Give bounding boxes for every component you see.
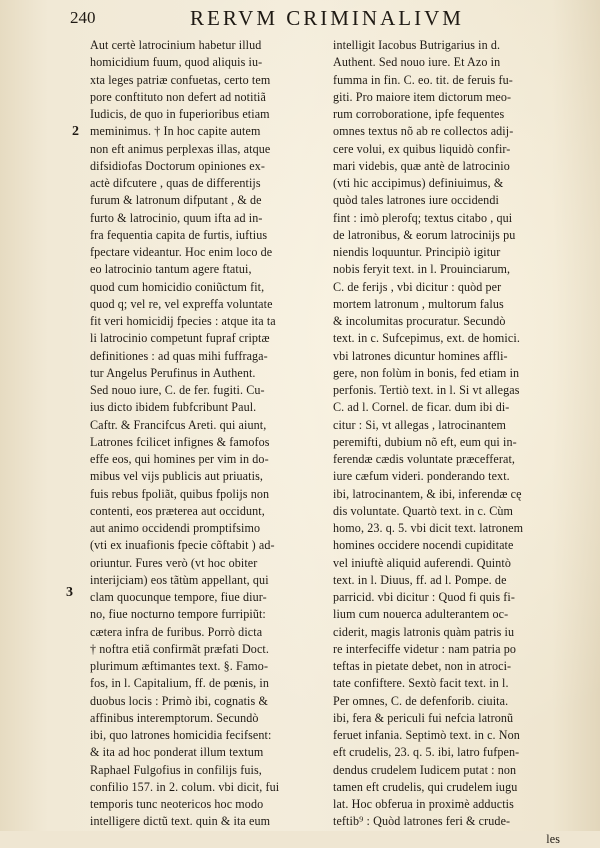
left-column-line: (vti ex inuafionis fpecie cõftabit ) ad-: [90, 538, 275, 553]
left-column-line: ius dicto ibidem fubfcribunt Paul.: [90, 400, 257, 415]
right-column-line: parricid. vbi dicitur : Quod fi quis fi-: [333, 590, 516, 604]
right-column-line: nobis ferуit text. in l. Prouinciarum,: [333, 262, 511, 277]
right-column-line: omnes textus nõ ab re collectos adij-: [333, 124, 514, 139]
left-column-line: ibi, quo latrones homicidia fecifsent:: [90, 728, 272, 742]
right-column-line: fint : imò plerofq; textus citabo , qui: [333, 210, 513, 225]
left-column-line: † noftra etiã confirmãt præfati Doct.: [90, 641, 269, 656]
left-column-line: meminimus. † In hoc capite autem: [90, 124, 261, 139]
left-column-line: quod q; vel re, vel expreffa voluntate: [90, 296, 273, 311]
left-column-line: actè difcutere , quas de differentijs: [90, 176, 261, 190]
left-column-line: Aut certè latrocinium habetur illud: [90, 38, 262, 52]
right-column-line: dendus crudelem Iudicem putat : non: [333, 762, 517, 777]
left-column-line: plurimum æftimantes text. §. Famo-: [90, 659, 269, 673]
right-column-line: homo, 23. q. 5. vbi dicit text. latronem: [333, 521, 524, 535]
left-column-line: clam quocunque tempore, fiue diur-: [90, 590, 267, 604]
right-column-line: quòd tales latrones iure occidendi: [333, 193, 499, 208]
left-column-line: duobus locis : Primò ibi, cognatis &: [90, 693, 268, 708]
right-column-line: cere volui, ex quibus liquidò confir-: [333, 141, 511, 156]
right-column-line: peremifti, dubium nõ eft, eum qui in-: [333, 434, 517, 449]
right-column-line: perfonis. Tertiò text. in l. Si vt allegas: [333, 383, 520, 397]
right-column-line: teftas in pietate debet, non in atroci-: [333, 659, 512, 673]
left-column-line: fuis rebus fpoliãt, quibus fpolijs non: [90, 486, 270, 501]
left-column-line: Latrones fcilicet infignes & famofos: [90, 434, 270, 449]
right-column-line: lium cum nouerca adulterantem oc-: [333, 607, 509, 622]
left-column-line: li latrocinio competunt fupraf criptæ: [90, 331, 270, 346]
right-column-line: mari videbis, quæ antè de latrocinio: [333, 158, 510, 173]
right-column-line: de latronibus, & eorum latrocinijs pu: [333, 227, 516, 242]
right-column-line: les: [546, 831, 560, 846]
left-column-line: contenti, eos præterea aut occidunt,: [90, 503, 265, 518]
left-column-line: tur Angelus Perufinus in Authent.: [90, 365, 256, 380]
left-column-line: intelligere dictũ text. quin & ita eum: [90, 814, 271, 829]
left-column-line: pore conftituto non defert ad notitiã: [90, 89, 266, 104]
right-column-line: iure cæfum videri. ponderando text.: [333, 469, 510, 484]
left-column-line: fpectare videantur. Hoc enim loco de: [90, 245, 273, 259]
right-column-line: homines occidere nocendi cupiditate: [333, 538, 514, 553]
left-text-column: [90, 37, 330, 831]
left-column-line: temporis tunc neotericos hoc modo: [90, 797, 264, 811]
right-column-line: vel iniuftè aliquid auferendi. Quintò: [333, 555, 512, 570]
right-column-line: & incolumitas procuratur. Secundò: [333, 314, 506, 328]
left-column-line: affinibus interemptorum. Secundò: [90, 710, 259, 725]
left-column-line: no, fiue nocturno tempore furripiũt:: [90, 607, 266, 622]
left-column-line: definitiones : ad quas mihi fuffraga-: [90, 348, 268, 363]
right-column-line: C. de ferijs , vbi dicitur : quòd per: [333, 279, 502, 294]
left-column-line: & ita ad hoc ponderat illum textum: [90, 745, 264, 760]
left-column-line: furto & latrocinio, quum ifta ad in-: [90, 210, 263, 225]
right-column-line: text. in l. Diuus, ff. ad l. Pompe. de: [333, 572, 507, 587]
left-column-line: Sed nouo iure, C. de fer. fugiti. Cu-: [90, 383, 265, 397]
left-column-line: eo latrocinio tantum agere ftatui,: [90, 262, 252, 277]
left-column-line: confilio 157. in 2. colum. vbi dicit, fui: [90, 779, 280, 794]
left-column-line: fra fequentia capita de furtis, iuftius: [90, 227, 268, 242]
left-column-line: quod cum homicidio coniũctum fit,: [90, 279, 265, 294]
left-column-line: aut animo occidendi promptifsimo: [90, 521, 261, 535]
right-column-line: fumma in fin. C. eo. tit. de feruis fu-: [333, 72, 513, 87]
right-column-line: lat. Hoc obferua in proximè adductis: [333, 797, 514, 811]
right-column-line: eft crudelis, 23. q. 5. ibi, latro fufpen-: [333, 745, 520, 760]
right-column-line: intelligit Iacobus Butrigarius in d.: [333, 38, 501, 52]
right-column-line: ferendæ cædis voluntate præcefferat,: [333, 452, 516, 466]
right-column-line: dis voluntate. Quartò text. in c. Cùm: [333, 503, 514, 518]
right-column-line: gere, non folùm in bonis, fed etiam in: [333, 365, 520, 380]
right-text-column: [333, 37, 578, 848]
right-column-line: vbi latrones dicuntur homines affli-: [333, 348, 508, 363]
right-column-line: ibi, latrocinantem, & ibi, inferendæ cę: [333, 486, 522, 501]
left-column-line: effe eos, qui homines per vim in do-: [90, 452, 269, 466]
left-column-line: mibus vel vijs publicis aut priuatis,: [90, 469, 264, 484]
left-column-line: fos, in l. Capitalium, ff. de pœnis, in: [90, 676, 270, 691]
right-column-line: niendis loquuntur. Principiò igitur: [333, 245, 501, 259]
margin-note-marker-3: 3: [66, 585, 73, 600]
right-column-line: ciderit, magis latronis quàm patris iu: [333, 624, 515, 639]
right-column-line: ibi, fera & periculi fui nefcia latronũ: [333, 710, 514, 725]
right-column-line: mortem latronum , multorum falus: [333, 296, 504, 311]
left-column-line: homicidium fuum, quod aliquis iu-: [90, 55, 263, 70]
right-column-line: C. ad l. Cornel. de ficar. dum ibi di-: [333, 400, 510, 415]
page-header: [70, 4, 590, 34]
left-column-line: furum & latronum difputant , & de: [90, 193, 262, 208]
left-column-line: interijciam) eos tãtùm appellant, qui: [90, 572, 269, 587]
left-column-line: cætera infra de furibus. Porrò dicta: [90, 624, 263, 639]
right-column-line: feruet infania. Septimò text. in c. Non: [333, 728, 520, 742]
right-column-line: Per omnes, C. de defenforib. ciuita.: [333, 693, 509, 708]
left-column-line: Caftr. & Francifcus Areti. qui aiunt,: [90, 417, 267, 432]
right-column-line: Authent. Sed nouo iure. Et Azo in: [333, 55, 501, 70]
right-column-line: teftib⁹ : Quòd latrones feri & crude-: [333, 814, 511, 829]
margin-note-marker-2: 2: [72, 124, 79, 139]
right-column-line: re interfeciffe videtur : nam patria po: [333, 641, 516, 656]
right-column-line: rum corroboratione, ipfe fequentes: [333, 107, 505, 121]
left-column-line: difsidiofas Doctorum opiniones ex-: [90, 158, 266, 173]
right-column-line: (vti hic accipimus) definiuimus, &: [333, 176, 504, 190]
running-head: RERVM CRIMINALIVM: [190, 6, 464, 30]
left-column-line: non eft animus perplexas illas, atque: [90, 141, 271, 156]
right-column-line: giti. Pro maiore item dictorum meo-: [333, 89, 512, 104]
left-column-line: xta leges patriæ confuetas, certo tem: [90, 72, 271, 87]
page-number: 240: [70, 8, 96, 27]
right-column-line: citur : Si, vt allegas , latrocinantem: [333, 417, 507, 432]
left-column-line: oriuntur. Fures verò (vt hoc obiter: [90, 555, 258, 570]
right-column-line: text. in c. Sufcepimus, ext. de homici.: [333, 331, 520, 346]
right-column-line: tamen eft crudelis, qui crudelem iugu: [333, 779, 518, 794]
left-column-line: Raphael Fulgofius in confilijs fuis,: [90, 762, 262, 777]
left-column-line: fit veri homicidij fpecies : atque ita ta: [90, 314, 276, 328]
left-column-line: Iudicis, de quo in fuperioribus etiam: [90, 107, 270, 121]
right-column-line: tate confiftere. Sextò facit text. in l.: [333, 676, 509, 691]
